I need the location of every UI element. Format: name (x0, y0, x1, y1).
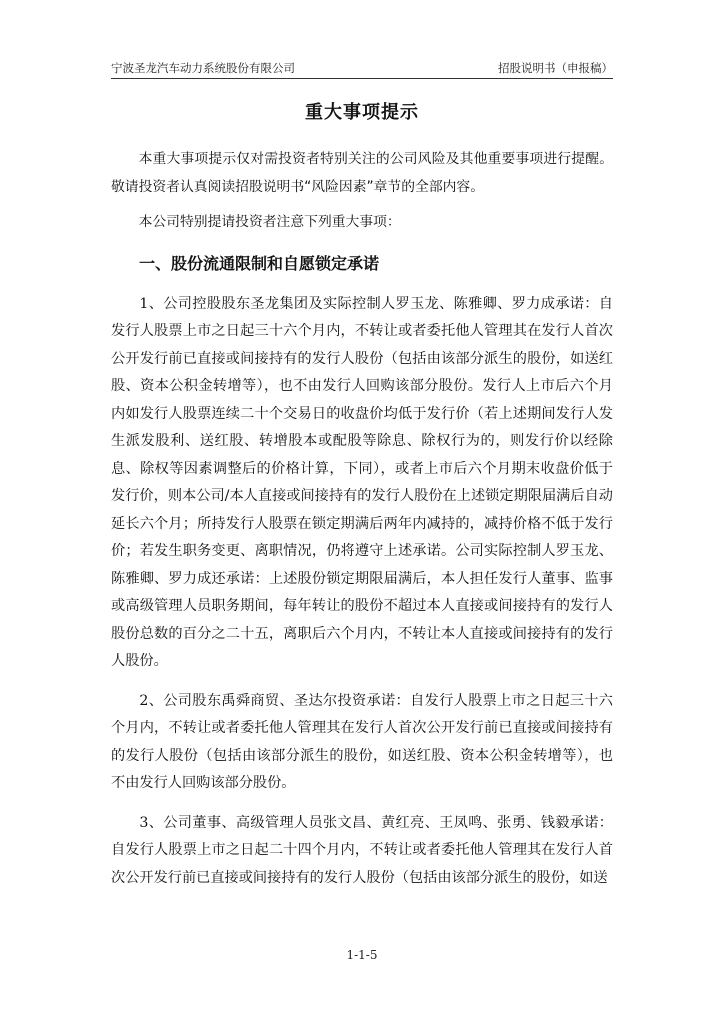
intro-paragraph-2: 本公司特别提请投资者注意下列重大事项： (138, 214, 401, 230)
header-company-name: 宁波圣龙汽车动力系统股份有限公司 (111, 61, 295, 75)
document-body (111, 146, 613, 904)
page-title: 重大事项提示 (305, 102, 419, 123)
page-header (111, 58, 613, 79)
header-document-type: 招股说明书（申报稿） (498, 61, 613, 75)
lockup-item-1: 1、公司控股股东圣龙集团及实际控制人罗玉龙、陈雅卿、罗力成承诺：自发行人股票上市之日起三十六个月内，不转让或者委托他人管理其在发行人首次公开发行前已直接或间接持有的发行人股份（包括由该部分派生的股份，如送红股、资本公积金转增等），也不由发行人回购该部分股份。发行人上市后六个月内如发行人股票连续二十个交易日的收盘价均低于发行价（若上述期间发行人发生派发股利、送红股、转增股本或配股等除息、除权行为的，则发行价以经除息、除权等因素调整后的价格计算，下同），或者上市后六个月期末收盘价低于发行价，则本公司/本人直接或间接持有的发行人股份在上述锁定期限届满后自动延长六个月；所持发行人股票在锁定期满后两年内减持的，减持价格不低于发行价；若发生职务变更、离职情况，仍将遵守上述承诺。公司实际控制人罗玉龙、陈雅卿、罗力成还承诺：上述股份锁定期限届满后，本人担任发行人董事、监事或高级管理人员职务期间，每年转让的股份不超过本人直接或间接持有的发行人股份总数的百分之二十五，离职后六个月内，不转让本人直接或间接持有的发行人股份。 (111, 295, 613, 669)
lockup-item-2: 2、公司股东禹舜商贸、圣达尔投资承诺：自发行人股票上市之日起三十六个月内，不转让或者委托他人管理其在发行人首次公开发行前已直接或间接持有的发行人股份（包括由该部分派生的股份，如送红股、资本公积金转增等），也不由发行人回购该部分股份。 (111, 692, 613, 791)
lockup-item-3: 3、公司董事、高级管理人员张文昌、黄红亮、王凤鸣、张勇、钱毅承诺：自发行人股票上市之日起二十四个月内，不转让或者委托他人管理其在发行人首次公开发行前已直接或间接持有的发行人股份（包括由该部分派生的股份，如送 (111, 814, 613, 886)
intro-paragraph-1: 本重大事项提示仅对需投资者特别关注的公司风险及其他重要事项进行提醒。敬请投资者认真阅读招股说明书“风险因素”章节的全部内容。 (111, 151, 613, 195)
section-heading-lockup: 一、股份流通限制和自愿锁定承诺 (139, 253, 380, 273)
page-number: 1-1-5 (346, 948, 378, 962)
